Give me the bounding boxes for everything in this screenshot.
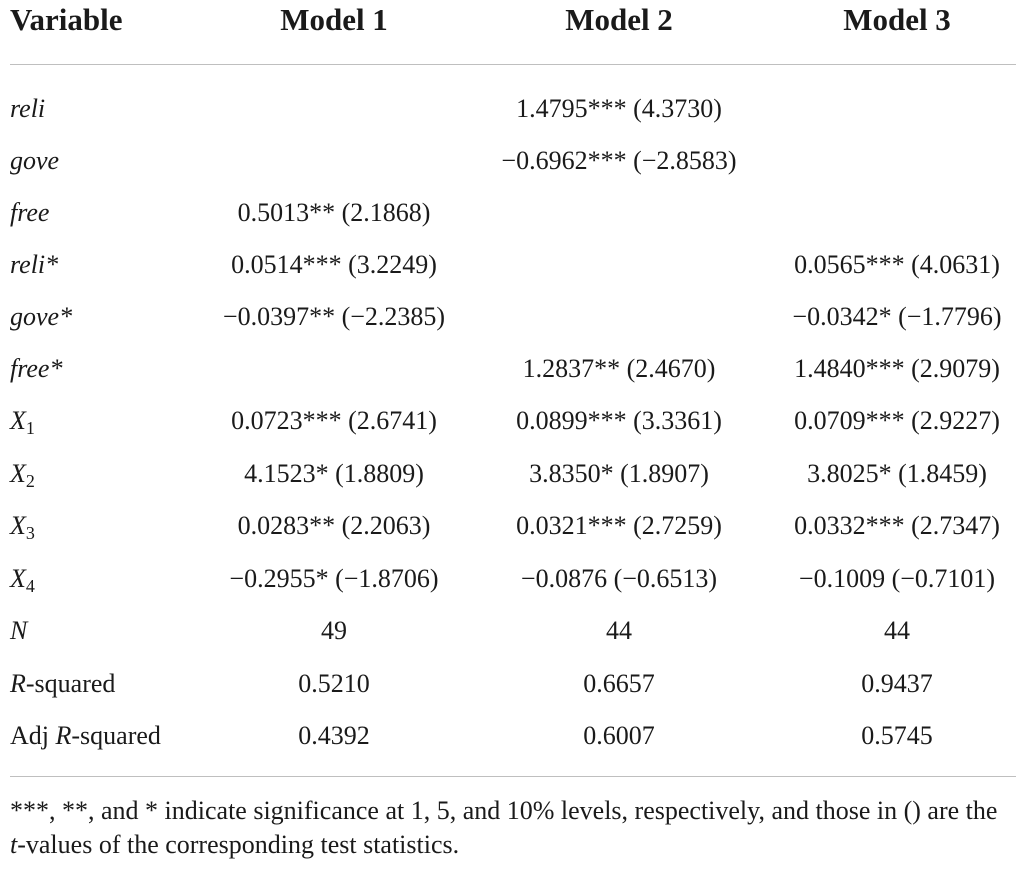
model-3-value: 0.0565*** (4.0631) bbox=[794, 250, 1000, 279]
row-variable bbox=[10, 146, 59, 176]
row-variable bbox=[10, 94, 45, 124]
model-3-value: 0.0332*** (2.7347) bbox=[794, 511, 1000, 540]
row-variable bbox=[10, 564, 35, 594]
table-row bbox=[0, 721, 1022, 773]
model-3-value: 0.5745 bbox=[861, 721, 933, 750]
variable-name: free bbox=[10, 198, 50, 227]
model-1-value: 0.0514*** (3.2249) bbox=[231, 250, 437, 279]
footer-rule bbox=[10, 776, 1016, 777]
model-1-value: −0.2955* (−1.8706) bbox=[229, 564, 439, 593]
model-2-value: −0.0876 (−0.6513) bbox=[520, 564, 718, 593]
row-variable bbox=[10, 302, 72, 332]
model-2-value: 0.0321*** (2.7259) bbox=[516, 511, 722, 540]
model-3-value: 44 bbox=[884, 616, 910, 645]
model-3-value: 3.8025* (1.8459) bbox=[807, 459, 987, 488]
variable-suffix: -squared bbox=[71, 721, 161, 750]
header-model-3: Model 3 bbox=[843, 2, 951, 37]
variable-subscript: 3 bbox=[25, 523, 35, 543]
table-row bbox=[0, 146, 1022, 198]
table-row bbox=[0, 94, 1022, 146]
variable-name: gove bbox=[10, 146, 60, 175]
model-3-value: 0.9437 bbox=[861, 669, 933, 698]
table-row bbox=[0, 669, 1022, 721]
variable-name: gove* bbox=[10, 302, 73, 331]
variable-name: reli bbox=[10, 94, 46, 123]
row-variable bbox=[10, 354, 62, 384]
model-2-value: 1.2837** (2.4670) bbox=[522, 354, 716, 383]
model-1-value: 4.1523* (1.8809) bbox=[244, 459, 424, 488]
table-footnote bbox=[10, 794, 1018, 862]
table-row bbox=[0, 511, 1022, 563]
variable-name: X bbox=[10, 406, 26, 435]
variable-subscript: 2 bbox=[25, 471, 35, 491]
table-header bbox=[0, 0, 1022, 44]
model-2-value: 0.0899*** (3.3361) bbox=[516, 406, 722, 435]
header-rule bbox=[10, 64, 1016, 65]
model-3-value: −0.0342* (−1.7796) bbox=[792, 302, 1002, 331]
variable-name: X bbox=[10, 459, 26, 488]
variable-name: X bbox=[10, 511, 26, 540]
variable-subscript: 1 bbox=[25, 418, 35, 438]
row-variable bbox=[10, 198, 49, 228]
variable-prefix: Adj bbox=[10, 721, 56, 750]
model-1-value: 0.5210 bbox=[298, 669, 370, 698]
table-row bbox=[0, 616, 1022, 668]
row-variable bbox=[10, 616, 27, 646]
model-3-value: 1.4840*** (2.9079) bbox=[794, 354, 1000, 383]
model-1-value: 0.5013** (2.1868) bbox=[237, 198, 431, 227]
table-row bbox=[0, 354, 1022, 406]
header-model-1: Model 1 bbox=[280, 2, 388, 37]
model-1-value: 0.0283** (2.2063) bbox=[237, 511, 431, 540]
table-row bbox=[0, 459, 1022, 511]
row-variable bbox=[10, 669, 115, 699]
table-row bbox=[0, 406, 1022, 458]
model-2-value: 0.6007 bbox=[583, 721, 655, 750]
variable-name: R bbox=[55, 721, 72, 750]
model-2-value: 0.6657 bbox=[583, 669, 655, 698]
variable-name: N bbox=[10, 616, 28, 645]
footnote-line-1: ***, **, and * indicate significance at 1, 5, and 10% levels, respectively, and those in () are the bbox=[10, 796, 998, 825]
row-variable bbox=[10, 459, 35, 489]
model-1-value: 49 bbox=[321, 616, 347, 645]
model-2-value: 44 bbox=[606, 616, 632, 645]
variable-suffix: -squared bbox=[25, 669, 116, 698]
table-row bbox=[0, 198, 1022, 250]
variable-name: X bbox=[10, 564, 26, 593]
footnote-line-2: -values of the corresponding test statistics. bbox=[17, 830, 460, 859]
row-variable bbox=[10, 250, 58, 280]
model-1-value: 0.0723*** (2.6741) bbox=[231, 406, 437, 435]
model-2-value: 1.4795*** (4.3730) bbox=[516, 94, 722, 123]
variable-subscript: 4 bbox=[25, 576, 35, 596]
variable-name: free* bbox=[10, 354, 63, 383]
header-model-2: Model 2 bbox=[565, 2, 673, 37]
model-2-value: −0.6962*** (−2.8583) bbox=[501, 146, 737, 175]
variable-name: R bbox=[10, 669, 26, 698]
table-row bbox=[0, 250, 1022, 302]
footnote-t-symbol: t bbox=[10, 830, 18, 859]
model-1-value: 0.4392 bbox=[298, 721, 370, 750]
header-variable: Variable bbox=[10, 2, 123, 37]
row-variable bbox=[10, 511, 35, 541]
table-row bbox=[0, 302, 1022, 354]
table-row bbox=[0, 564, 1022, 616]
model-3-value: −0.1009 (−0.7101) bbox=[798, 564, 996, 593]
row-variable bbox=[10, 406, 35, 436]
variable-name: reli* bbox=[10, 250, 59, 279]
model-3-value: 0.0709*** (2.9227) bbox=[794, 406, 1000, 435]
model-1-value: −0.0397** (−2.2385) bbox=[222, 302, 446, 331]
model-2-value: 3.8350* (1.8907) bbox=[529, 459, 709, 488]
row-variable bbox=[10, 721, 161, 751]
